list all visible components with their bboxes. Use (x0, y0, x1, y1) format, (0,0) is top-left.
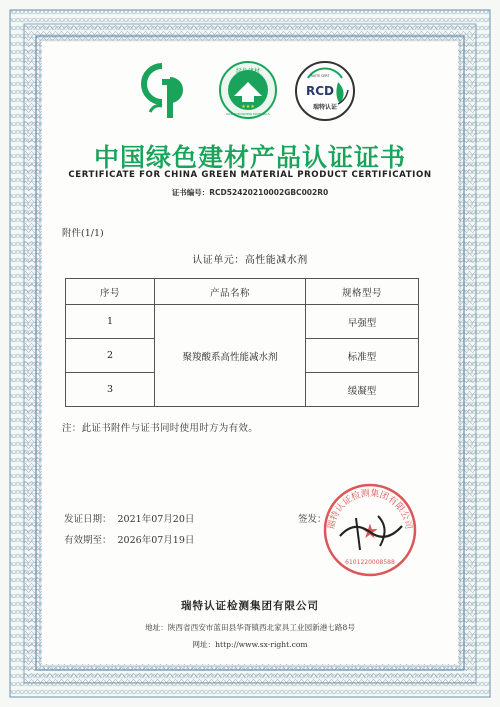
header-no: 序号 (66, 279, 155, 305)
header-product-name: 产品名称 (155, 279, 306, 305)
certificate-number-label: 证书编号： (171, 188, 210, 197)
table-header-row (66, 279, 419, 305)
certification-unit: 认证单元：高性能减水剂 (192, 255, 308, 266)
row-spec: 早强型 (306, 305, 419, 339)
organization-address: 地址：陕西省西安市蓝田县华胥镇西北家具工业园新港七路8号 (145, 623, 355, 632)
svg-text:GREEN BUILDING MATERIALS: GREEN BUILDING MATERIALS (226, 112, 270, 116)
valid-until-value: 2026年07月19日 (117, 535, 195, 546)
svg-text:★★★: ★★★ (241, 104, 255, 110)
svg-text:★: ★ (361, 519, 379, 543)
logo-row (42, 60, 458, 130)
svg-text:瑞特认证检测集团有限公司: 瑞特认证检测集团有限公司 (326, 488, 414, 531)
organization-name: 瑞特认证检测集团有限公司 (181, 600, 319, 612)
green-building-materials-logo-icon (218, 60, 278, 120)
header-spec: 规格型号 (306, 279, 419, 305)
issue-date-value: 2021年07月20日 (117, 514, 195, 525)
signature-label: 签发： (298, 514, 327, 525)
certificate-title-en: CERTIFICATE FOR CHINA GREEN MATERIAL PRODUCT CERTIFICATION (68, 170, 432, 180)
issue-date (64, 511, 194, 525)
certificate-title-cn: 中国绿色建材产品认证证书 (93, 143, 406, 172)
svg-text:6101220008588: 6101220008588 (345, 559, 395, 566)
row-no: 1 (66, 305, 155, 339)
product-name-cell: 聚羧酸系高性能减水剂 (155, 305, 306, 407)
row-no: 3 (66, 373, 155, 407)
organization-website: 网址：http://www.sx-right.com (192, 640, 308, 649)
cgp-logo-icon (140, 60, 190, 122)
svg-text:RUITE CERT: RUITE CERT (310, 74, 330, 78)
validity-note: 注：此证书附件与证书同时使用时方为有效。 (62, 423, 259, 434)
product-table (65, 278, 419, 407)
official-seal-icon (320, 480, 420, 580)
row-no: 2 (66, 339, 155, 373)
certificate-number (42, 187, 458, 198)
row-spec: 缓凝型 (306, 373, 419, 407)
row-spec: 标准型 (306, 339, 419, 373)
valid-until-label: 有效期至： (64, 535, 112, 546)
certificate-body (42, 42, 458, 664)
svg-text:绿色建材: 绿色建材 (235, 68, 261, 75)
svg-text:瑞特认证: 瑞特认证 (312, 104, 338, 111)
svg-text:RCD: RCD (305, 84, 335, 98)
issue-date-label: 发证日期： (64, 514, 112, 525)
valid-until-date (64, 532, 194, 546)
table-row (66, 305, 419, 339)
attachment-label: 附件(1/1) (62, 228, 104, 239)
certificate-number-value: RCD52420210002GBC002R0 (209, 188, 329, 197)
rcd-logo-icon (294, 60, 356, 122)
